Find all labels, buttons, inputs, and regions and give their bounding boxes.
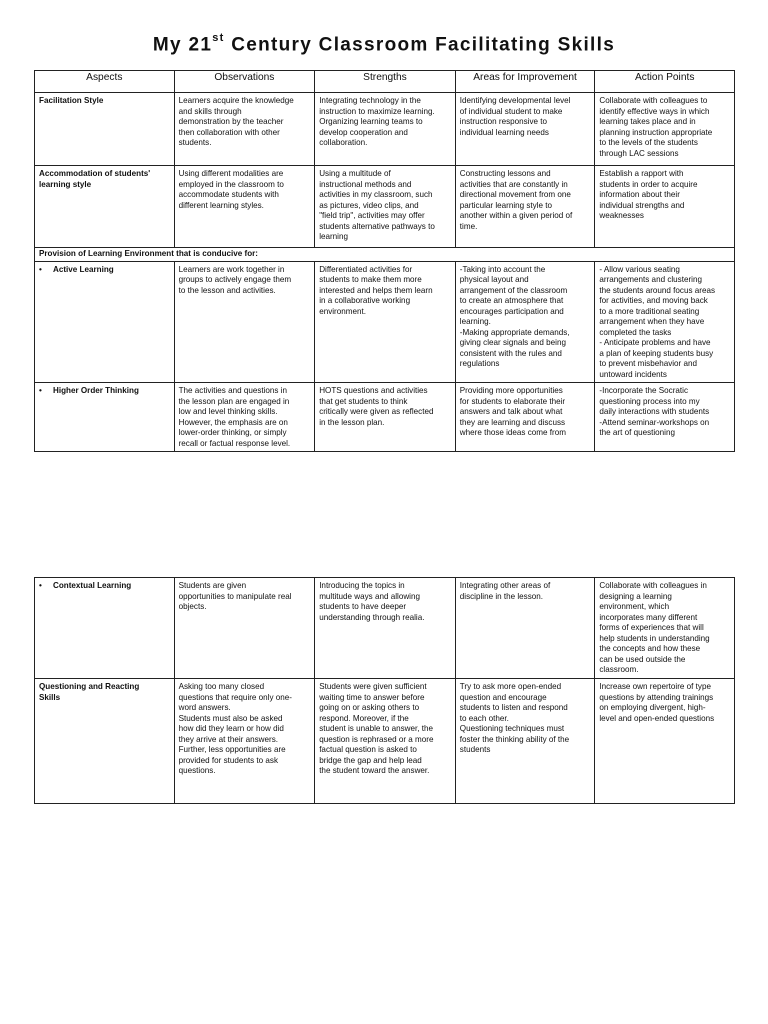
aspect-cell: • Higher Order Thinking <box>35 383 175 452</box>
bullet-icon: • <box>39 264 42 274</box>
action-cell: Collaborate with colleagues to identify effective ways in which learning takes place and in planning instruction appropriate to the levels of the students through LAC sessions <box>595 93 735 166</box>
improvement-cell: Constructing lessons and activities that are constantly in directional movement from one particular learning style to another within a given period of time. <box>455 166 595 248</box>
skills-table-continued <box>34 577 735 804</box>
observations-cell: Students are given opportunities to manipulate real objects. <box>174 578 315 679</box>
aspect-cell: • Active Learning <box>35 261 175 383</box>
skills-table <box>34 70 735 452</box>
strengths-cell: Using a multitude of instructional methods and activities in my classroom, such as pictures, video clips, and "field trip", activities may offer students alternative pathways to learning <box>315 166 456 248</box>
bullet-icon: • <box>39 581 42 590</box>
improvement-cell: Integrating other areas of discipline in the lesson. <box>455 578 595 679</box>
strengths-cell: Differentiated activities for students to make them more interested and helps them learn in a collaborative working environment. <box>315 261 456 383</box>
action-cell: Collaborate with colleagues in designing a learning environment, which incorporates many different forms of experiences that will help students in understanding the concepts and how these can be used outside the classroom. <box>595 578 735 679</box>
header-row <box>35 71 735 93</box>
improvement-cell: Identifying developmental level of individual student to make instruction responsive to individual learning needs <box>455 93 595 166</box>
action-cell: Establish a rapport with students in order to acquire information about their individual strengths and weaknesses <box>595 166 735 248</box>
strengths-cell: HOTS questions and activities that get students to think critically were given as reflected in the lesson plan. <box>315 383 456 452</box>
action-cell: Increase own repertoire of type questions by attending trainings on employing divergent, high- level and open-ended questions <box>595 679 735 804</box>
strengths-cell: Introducing the topics in multitude ways and allowing students to have deeper understanding through realia. <box>315 578 456 679</box>
provision-heading: Provision of Learning Environment that is conducive for: <box>35 248 735 262</box>
provision-row <box>35 248 735 262</box>
strengths-cell: Integrating technology in the instruction to maximize learning. Organizing learning teams to develop cooperation and collaboration. <box>315 93 456 166</box>
action-cell: - Allow various seating arrangements and clustering the students around focus areas for activities, and moving back to a more traditional seating arrangement when they have completed the tasks - Anticipate problems and have a plan of keeping students busy to prevent misbehavior and untoward incidents <box>595 261 735 383</box>
improvement-cell: Try to ask more open-ended question and encourage students to listen and respond to each other. Questioning techniques must foster the thinking ability of the students <box>455 679 595 804</box>
bullet-icon: • <box>39 386 42 395</box>
aspect-cell: • Contextual Learning <box>35 578 175 679</box>
table-row <box>35 166 735 248</box>
observations-cell: Learners acquire the knowledge and skills through demonstration by the teacher then collaboration with other students. <box>174 93 315 166</box>
table-row <box>35 679 735 804</box>
aspect-cell: Facilitation Style <box>35 93 175 166</box>
page-title: My 21st Century Classroom Facilitating Skills <box>152 32 616 56</box>
header-aspects: Aspects <box>35 71 175 93</box>
table-row <box>35 578 735 679</box>
improvement-cell: Providing more opportunities for students to elaborate their answers and talk about what they are learning and discuss where those ideas come from <box>455 383 595 452</box>
observations-cell: Learners are work together in groups to actively engage them to the lesson and activities. <box>174 261 315 383</box>
observations-cell: The activities and questions in the lesson plan are engaged in low and level thinking skills. However, the emphasis are on lower-order thinking, or simply recall or factual response level. <box>174 383 315 452</box>
table-row <box>35 383 735 452</box>
strengths-cell: Students were given sufficient waiting time to answer before going on or asking others to respond. Moreover, if the student is unable to answer, the question is rephrased or a more factual question is asked to bridge the gap and help lead the student toward the answer. <box>315 679 456 804</box>
action-cell: -Incorporate the Socratic questioning process into my daily interactions with students -Attend seminar-workshops on the art of questioning <box>595 383 735 452</box>
observations-cell: Using different modalities are employed in the classroom to accommodate students with different learning styles. <box>174 166 315 248</box>
header-action-points: Action Points <box>595 71 735 93</box>
aspect-cell: Questioning and Reacting Skills <box>35 679 175 804</box>
header-areas-for-improvement: Areas for Improvement <box>455 71 595 93</box>
aspect-cell: Accommodation of students' learning style <box>35 166 175 248</box>
table-row <box>35 93 735 166</box>
table-row <box>35 261 735 383</box>
observations-cell: Asking too many closed questions that require only one- word answers. Students must also be asked how did they learn or how did they arrive at their answers. Further, less opportunities are provided for students to ask questions. <box>174 679 315 804</box>
header-observations: Observations <box>174 71 315 93</box>
improvement-cell: -Taking into account the physical layout and arrangement of the classroom to create an atmosphere that encourages participation and learning. -Making appropriate demands, giving clear signals and being consistent with the rules and regulations <box>455 261 595 383</box>
header-strengths: Strengths <box>315 71 456 93</box>
